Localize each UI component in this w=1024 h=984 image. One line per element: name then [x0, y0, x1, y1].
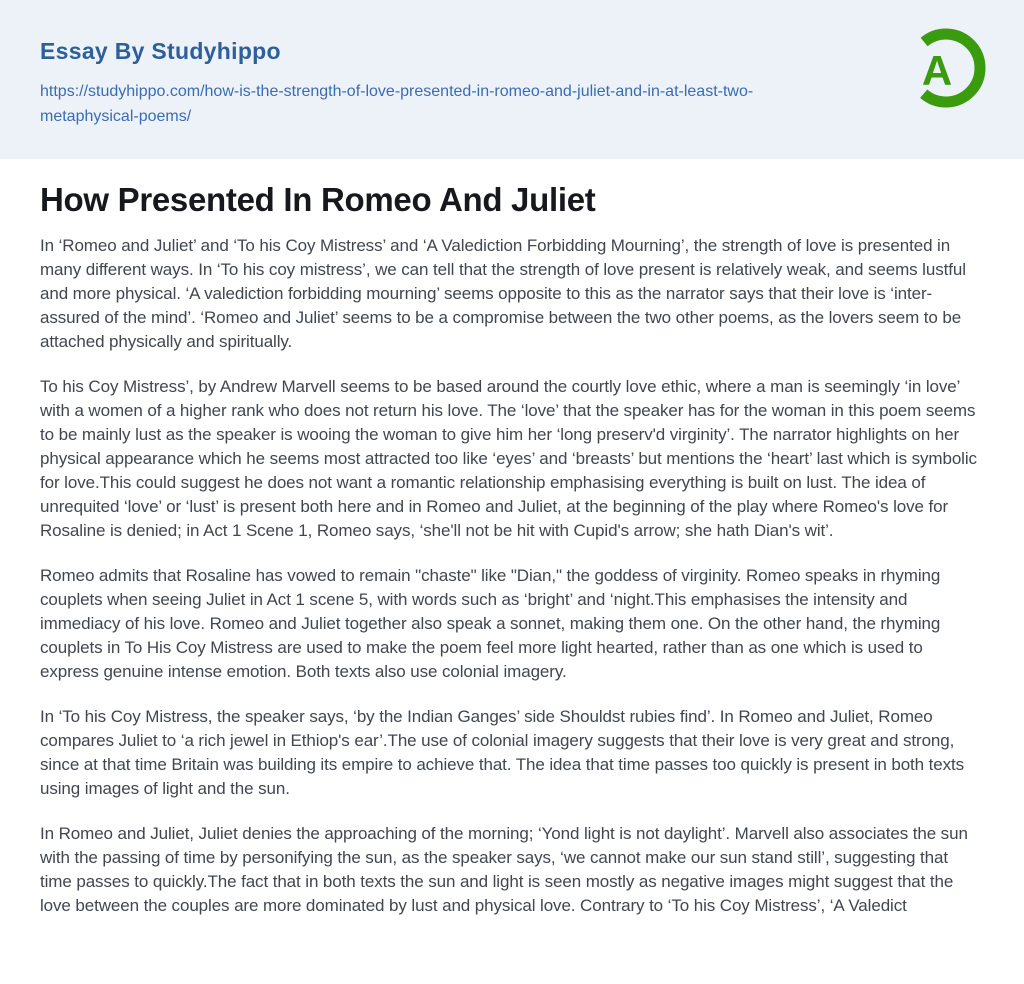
- essay-paragraph-3: Romeo admits that Rosaline has vowed to remain "chaste" like "Dian," the goddess of virginity. Romeo speaks in rhyming couplets when seeing Juliet in Act 1 scene 5, with words such as ‘bright’ and ‘night.This emphasises the intensity and immediacy of his love. Romeo and Juliet together also speak a sonnet, making them one. On the other hand, the rhyming couplets in To His Coy Mistress are used to make the poem feel more light hearted, rather than as one which is used to express genuine intense emotion. Both texts also use colonial imagery.: [40, 566, 941, 681]
- header-text-block: [40, 38, 984, 129]
- essay-paragraph-4: In ‘To his Coy Mistress, the speaker says, ‘by the Indian Ganges’ side Shouldst rubies find’. In Romeo and Juliet, Romeo compares Juliet to ‘a rich jewel in Ethiop's ear’.The use of colonial imagery suggests that their love is very great and strong, since at that time Britain was building its empire to achieve that. The idea that time passes too quickly is present in both texts using images of light and the sun.: [40, 707, 965, 798]
- essay-title: How Presented In Romeo And Juliet: [40, 181, 596, 218]
- essay-paragraph-1: In ‘Romeo and Juliet’ and ‘To his Coy Mistress’ and ‘A Valediction Forbidding Mourning’, the strength of love is presented in many different ways. In ‘To his coy mistress’, we can tell that the strength of love present is relatively weak, and seems lustful and more physical. ‘A valediction forbidding mourning’ seems opposite to this as the narrator says that their love is ‘inter-assured of the mind’. ‘Romeo and Juliet’ seems to be a compromise between the two other poems, as the lovers seem to be attached physically and spiritually.: [40, 236, 966, 351]
- logo-letter: A: [921, 47, 953, 94]
- studyhippo-logo[interactable]: [904, 26, 988, 110]
- essay-paragraph-5: In Romeo and Juliet, Juliet denies the approaching of the morning; ‘Yond light is not daylight’. Marvell also associates the sun with the passing of time by personifying the sun, as the speaker says, ‘we cannot make our sun stand still’, suggesting that time passes to quickly.The fact that in both texts the sun and light is seen mostly as negative images might suggest that the love between the couples are more dominated by lust and physical love. Contrary to ‘To his Coy Mistress’, ‘A Valedict: [40, 824, 968, 915]
- essay-paragraph-2: To his Coy Mistress’, by Andrew Marvell seems to be based around the courtly love ethic, where a man is seemingly ‘in love’ with a women of a higher rank who does not return his love. The ‘love’ that the speaker has for the woman in this poem seems to be mainly lust as the speaker is wooing the woman to give him her ‘long preserv'd virginity’. The narrator highlights on her physical appearance which he seems most attracted too like ‘eyes’ and ‘breasts’ but mentions the ‘heart’ last which is symbolic for love.This could suggest he does not want a romantic relationship emphasising everything is built on lust. The idea of unrequited ‘love’ or ‘lust’ is present both here and in Romeo and Juliet, at the beginning of the play where Romeo's love for Rosaline is denied; in Act 1 Scene 1, Romeo says, ‘she'll not be hit with Cupid's arrow; she hath Dian's wit’.: [40, 377, 977, 540]
- essay-url-link[interactable]: https://studyhippo.com/how-is-the-strength-of-love-presented-in-romeo-and-juliet-and-in-at-least-two-metaphysical-poems/: [40, 83, 754, 125]
- logo-arc-icon: [904, 26, 988, 110]
- essay-content: [0, 159, 1024, 969]
- site-title: Essay By Studyhippo: [40, 38, 281, 64]
- page-header: [0, 0, 1024, 159]
